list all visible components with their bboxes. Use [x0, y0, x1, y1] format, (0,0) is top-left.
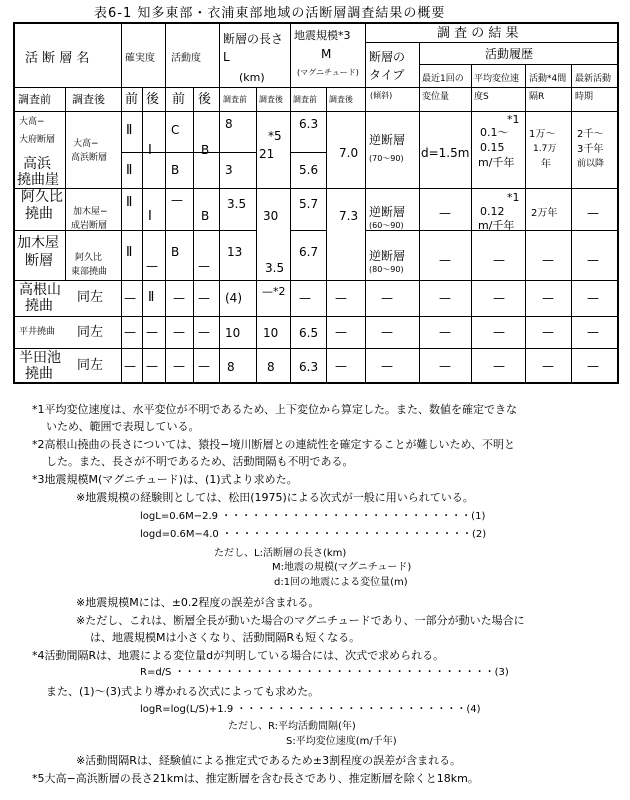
- header-act-before: 前: [172, 92, 186, 107]
- table-cell: 3.5: [265, 261, 285, 275]
- table-cell: m/千年: [478, 156, 515, 169]
- table-cell: 高根山: [19, 282, 61, 298]
- table-cell: *1: [507, 113, 520, 126]
- header-magnitude: 地震規模*3: [294, 29, 351, 42]
- table-cell: —: [198, 291, 210, 305]
- table-cell: —: [587, 359, 599, 373]
- table-cell: —: [335, 291, 347, 305]
- table-cell: —: [542, 253, 554, 267]
- table-cell: Ⅱ: [126, 245, 133, 260]
- table-cell: —: [493, 359, 505, 373]
- table-cell: 大高−: [73, 139, 99, 149]
- table-cell: *5: [268, 129, 282, 143]
- table-cell: 10: [225, 326, 241, 340]
- table-cell: 加木屋−: [73, 207, 108, 217]
- definition-2: M:地震の規模(マグニチュード): [272, 562, 412, 573]
- header-after: 調査後: [72, 93, 105, 106]
- note-2b: した。また、長さが不明であるため、活動間隔も不明である。: [46, 455, 354, 468]
- header-length: 断層の長さL: [223, 32, 284, 64]
- table-cell: 1.7万: [533, 144, 557, 154]
- note-4b: また、(1)〜(3)式より導かれる次式によっても求めた。: [46, 685, 320, 698]
- table-cell: 撓曲: [25, 298, 53, 314]
- header-m-before: 調査前: [293, 95, 317, 104]
- table-cell: —: [439, 325, 451, 339]
- table-cell: 3.5: [227, 197, 247, 211]
- table-cell: —: [124, 359, 136, 373]
- table-cell: 逆断層: [369, 133, 406, 147]
- table-cell: —: [381, 359, 393, 373]
- table-cell: 0.15: [480, 141, 505, 154]
- header-len-after: 調査後: [259, 95, 283, 104]
- table-cell: 加木屋: [17, 235, 59, 251]
- definition-1: ただし、L:活断層の長さ(km): [214, 548, 347, 559]
- table-cell: 6.5: [299, 326, 319, 340]
- table-cell: —: [381, 325, 393, 339]
- table-cell: 2千〜: [577, 129, 604, 140]
- table-cell: 阿久比: [75, 253, 103, 263]
- note-4c: ※活動間隔Rは、経験値による推定式であるため±3割程度の誤差が含まれる。: [76, 754, 462, 767]
- table-cell: Ⅰ: [148, 143, 152, 158]
- header-fault-type-sub: (傾斜): [370, 91, 393, 100]
- definition-5: S:平均変位速度(m/千年): [286, 736, 397, 747]
- table-cell: 前以降: [577, 159, 605, 169]
- table-cell: 大高−: [19, 117, 45, 127]
- table-cell: 2万年: [531, 208, 558, 219]
- table-cell: —: [542, 291, 554, 305]
- table-cell: 同左: [77, 290, 104, 305]
- table-cell: 7.3: [339, 209, 359, 223]
- table-cell: 東部撓曲: [71, 267, 108, 277]
- header-len-before: 調査前: [223, 95, 247, 104]
- table-cell: Ⅱ: [126, 123, 133, 138]
- table-cell: Ⅱ: [148, 290, 155, 305]
- table-cell: 1万〜: [529, 129, 556, 140]
- table-cell: —: [124, 325, 136, 339]
- table-cell: Ⅱ: [126, 163, 133, 178]
- fault-survey-table: [13, 22, 619, 384]
- table-cell: 同左: [77, 325, 104, 340]
- table-cell: —: [173, 325, 185, 339]
- header-cert-after: 後: [146, 92, 160, 107]
- table-cell: 13: [227, 245, 243, 259]
- table-cell: —: [198, 325, 210, 339]
- table-cell: 同左: [77, 358, 104, 373]
- header-cert-before: 前: [125, 92, 139, 107]
- note-1a: *1平均変位速度は、水平変位が不明であるため、上下変位から算定した。また、数値を確定できな: [32, 403, 518, 416]
- header-survey-result: 調 査 の 結 果: [437, 26, 519, 41]
- table-cell: B: [171, 163, 180, 177]
- table-cell: 3千年: [577, 144, 604, 155]
- table-cell: —: [439, 253, 451, 267]
- table-cell: —: [146, 259, 158, 273]
- table-cell: Ⅰ: [148, 209, 152, 224]
- equation-2: logd=0.6M−4.0 ・・・・・・・・・・・・・・・・・・・・・・・・・(2): [140, 529, 487, 540]
- table-cell: B: [201, 209, 210, 223]
- table-cell: 逆断層: [369, 205, 406, 219]
- table-cell: —: [335, 359, 347, 373]
- table-cell: —: [198, 259, 210, 273]
- table-cell: —: [439, 359, 451, 373]
- header-act-after: 後: [198, 92, 212, 107]
- table-cell: —: [173, 359, 185, 373]
- table-cell: *1: [507, 191, 520, 204]
- table-cell: 高浜断層: [71, 153, 108, 163]
- table-cell: 撓曲: [25, 366, 53, 382]
- table-cell: 成岩断層: [71, 221, 108, 231]
- table-cell: 10: [263, 326, 279, 340]
- table-cell: d=1.5m: [421, 146, 470, 160]
- table-cell: —: [299, 291, 311, 305]
- table-cell: (80〜90): [369, 265, 404, 274]
- table-cell: B: [201, 143, 210, 157]
- table-cell: —*2: [262, 285, 286, 298]
- header-interval: 活動*4間隔R: [529, 74, 567, 102]
- note-3a: *3地震規模M(マグニチュード)は、(1)式より求めた。: [32, 473, 298, 486]
- note-3e: は、地震規模Mは小さくなり、活動間隔Rも短くなる。: [90, 631, 361, 644]
- table-cell: 8: [225, 117, 233, 131]
- table-cell: (70〜90): [369, 154, 404, 163]
- table-cell: m/千年: [478, 219, 515, 232]
- table-cell: —: [493, 291, 505, 305]
- header-latest-time: 最新活動時期: [575, 74, 612, 102]
- table-cell: —: [587, 253, 599, 267]
- table-cell: 大府断層: [19, 135, 56, 145]
- table-cell: 阿久比: [21, 189, 63, 205]
- table-cell: —: [587, 325, 599, 339]
- note-3d: ※ただし、これは、断層全長が動いた場合のマグニチュードであり、一部分が動いた場合に: [76, 614, 525, 627]
- note-5: *5大高−高浜断層の長さ21kmは、推定断層を含む長さであり、推定断層を除くと18km。: [32, 772, 479, 785]
- table-cell: C: [171, 123, 180, 137]
- note-3b: ※地震規模の経験則としては、松田(1975)による次式が一般に用いられている。: [76, 491, 474, 504]
- definition-4: ただし、R:平均活動間隔(年): [228, 721, 356, 732]
- note-2a: *2高根山撓曲の長さについては、猿投−境川断層との連続性を確定することが難しいため、不明と: [32, 438, 516, 451]
- table-cell: 撓曲: [25, 206, 53, 222]
- table-cell: —: [171, 193, 183, 207]
- table-cell: —: [493, 253, 505, 267]
- table-cell: 8: [227, 360, 235, 374]
- equation-1: logL=0.6M−2.9 ・・・・・・・・・・・・・・・・・・・・・・・・・(1): [140, 511, 486, 522]
- table-cell: 6.7: [299, 245, 319, 259]
- table-cell: 5.7: [299, 197, 319, 211]
- table-cell: (60〜90): [369, 221, 404, 230]
- table-cell: 8: [267, 360, 275, 374]
- table-cell: 年: [541, 159, 551, 170]
- table-cell: —: [335, 325, 347, 339]
- table-cell: 逆断層: [369, 249, 406, 263]
- table-cell: —: [381, 291, 393, 305]
- header-magnitude-m: M: [321, 47, 332, 61]
- table-title: 表6-1 知多東部・衣浦東部地域の活断層調査結果の概要: [94, 6, 446, 21]
- table-cell: 30: [263, 209, 279, 223]
- table-cell: —: [439, 206, 451, 220]
- header-length-unit: (km): [239, 71, 265, 84]
- definition-3: d:1回の地震による変位量(m): [274, 577, 408, 588]
- table-cell: —: [542, 359, 554, 373]
- note-3c: ※地震規模Mには、±0.2程度の誤差が含まれる。: [76, 596, 320, 609]
- header-fault-name: 活 断 層 名: [25, 51, 90, 66]
- table-cell: —: [124, 291, 136, 305]
- table-cell: Ⅱ: [126, 195, 133, 210]
- table-cell: 21: [259, 147, 275, 161]
- table-cell: 断層: [25, 253, 53, 269]
- table-cell: —: [146, 359, 158, 373]
- table-cell: (4): [225, 291, 242, 305]
- table-cell: —: [198, 359, 210, 373]
- header-activity: 活動度: [171, 53, 201, 64]
- header-magnitude-note: (マグニチュード): [297, 68, 359, 77]
- table-cell: —: [587, 291, 599, 305]
- table-cell: —: [493, 325, 505, 339]
- table-cell: —: [542, 325, 554, 339]
- table-cell: 0.12: [480, 205, 505, 218]
- header-m-after: 調査後: [329, 95, 353, 104]
- table-cell: 7.0: [339, 146, 359, 160]
- table-cell: 0.1〜: [480, 126, 509, 139]
- header-latest-disp: 最近1回の変位量: [422, 74, 464, 102]
- header-history: 活動履歴: [485, 47, 534, 61]
- table-cell: 3: [225, 163, 233, 177]
- equation-4: logR=log(L/S)+1.9 ・・・・・・・・・・・・・・・・・・・・・・・(4): [140, 704, 481, 715]
- note-1b: いため、範囲で表現している。: [46, 420, 200, 433]
- table-cell: —: [587, 206, 599, 220]
- table-cell: B: [171, 245, 180, 259]
- header-fault-type: 断層のタイプ: [369, 50, 406, 82]
- header-certainty: 確実度: [125, 53, 155, 64]
- header-before: 調査前: [18, 93, 51, 106]
- table-cell: 撓曲崖: [17, 172, 59, 188]
- table-cell: —: [146, 325, 158, 339]
- table-cell: 6.3: [299, 360, 319, 374]
- table-cell: —: [439, 291, 451, 305]
- header-avg-rate: 平均変位速度S: [474, 74, 520, 102]
- equation-3: R=d/S ・・・・・・・・・・・・・・・・・・・・・・・・・・・・・・・・(3): [140, 667, 509, 678]
- table-cell: 5.6: [299, 163, 319, 177]
- table-cell: 半田池: [19, 350, 61, 366]
- table-cell: 高浜: [23, 156, 51, 172]
- table-cell: 6.3: [299, 117, 319, 131]
- table-cell: 平井撓曲: [19, 327, 56, 337]
- table-cell: —: [173, 291, 185, 305]
- note-4a: *4活動間隔Rは、地震による変位量dが判明している場合には、次式で求められる。: [32, 649, 445, 662]
